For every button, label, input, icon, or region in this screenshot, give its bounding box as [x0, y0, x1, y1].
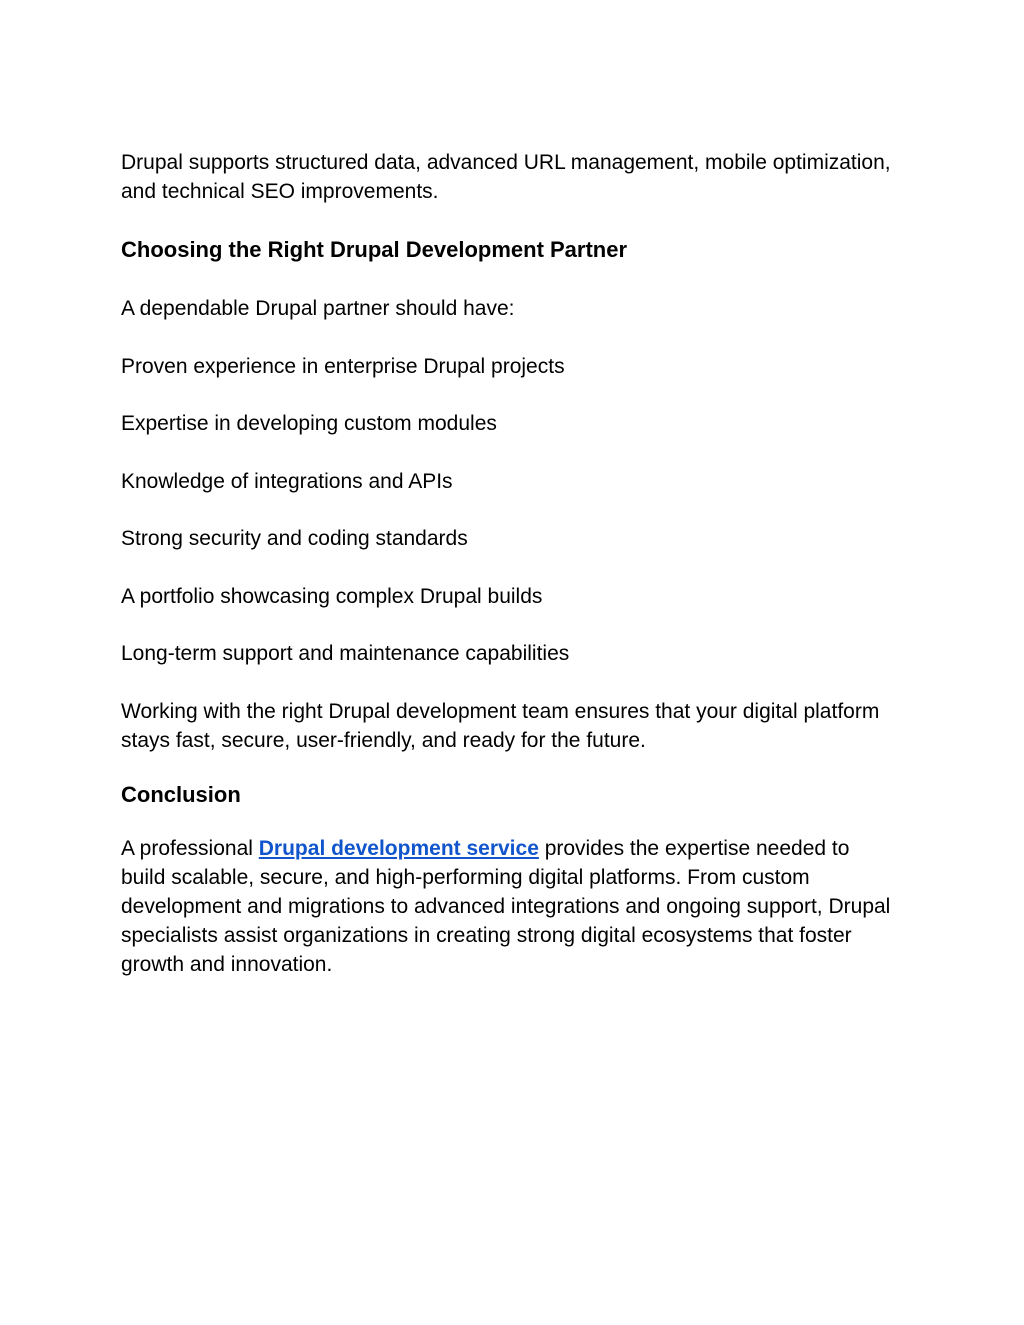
- list-item: Proven experience in enterprise Drupal projects: [121, 355, 565, 378]
- heading-partner: Choosing the Right Drupal Development Partner: [121, 237, 628, 262]
- heading-conclusion: Conclusion: [121, 782, 241, 807]
- list-item: A portfolio showcasing complex Drupal builds: [121, 585, 543, 608]
- conclusion-text-start: A professional: [121, 837, 259, 860]
- conclusion-text-end: provides the expertise needed to build scalable, secure, and high-performing digital platforms. From custom development and migrations to advanced integrations and ongoing support, Drupal specialists assist organizations in creating strong digital ecosystems that foster growth and innovation.: [121, 837, 891, 976]
- list-item: Knowledge of integrations and APIs: [121, 470, 453, 493]
- list-item: Expertise in developing custom modules: [121, 412, 497, 435]
- conclusion-paragraph: [121, 834, 893, 979]
- partner-summary: Working with the right Drupal development team ensures that your digital platform stays fast, secure, user-friendly, and ready for the future.: [121, 700, 880, 752]
- partner-lead: A dependable Drupal partner should have:: [121, 297, 515, 320]
- list-item: Long-term support and maintenance capabilities: [121, 642, 570, 665]
- intro-paragraph: Drupal supports structured data, advanced URL management, mobile optimization, and technical SEO improvements.: [121, 151, 891, 203]
- drupal-service-link[interactable]: Drupal development service: [258, 837, 539, 860]
- list-item: Strong security and coding standards: [121, 527, 468, 550]
